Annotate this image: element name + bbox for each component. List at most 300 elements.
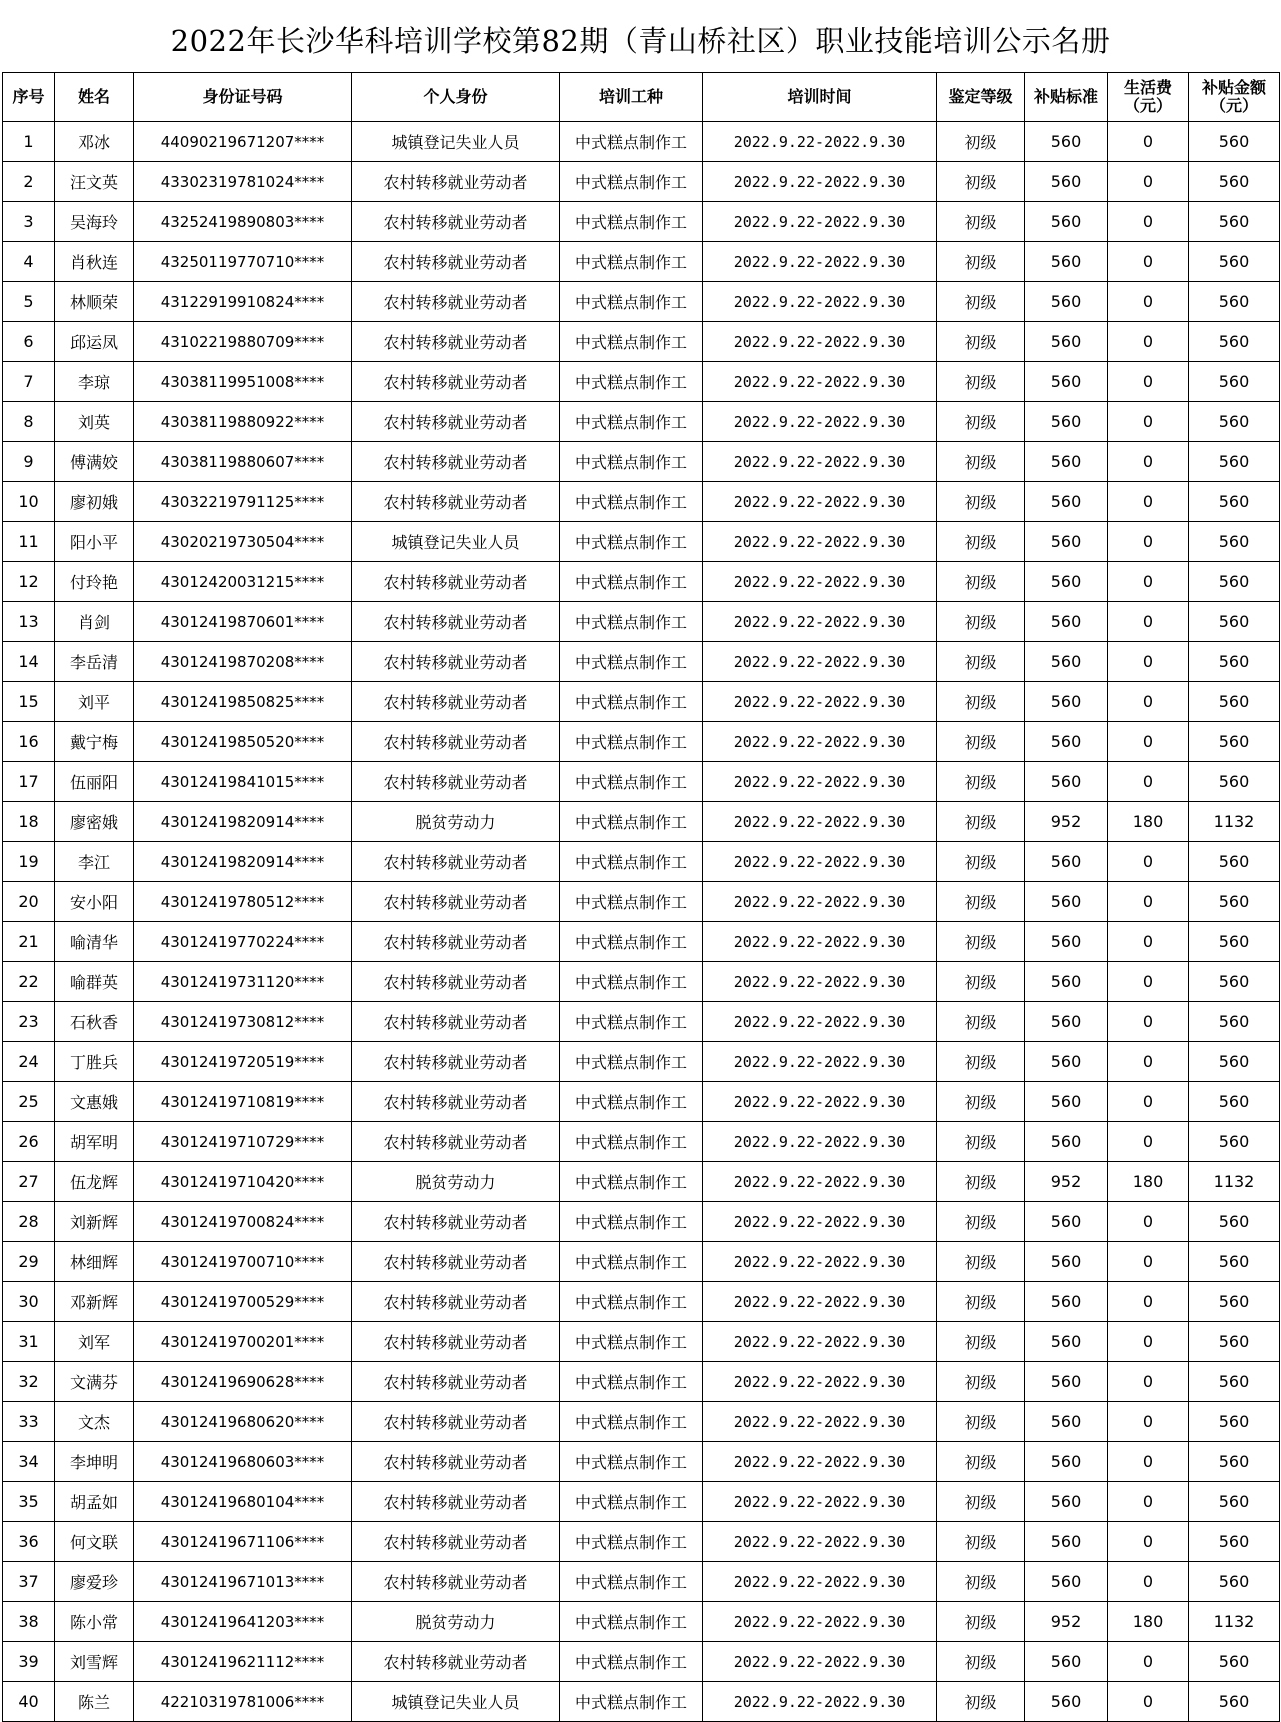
cell-id-number: 43302319781024**** <box>134 162 352 202</box>
cell-trade: 中式糕点制作工 <box>560 722 703 762</box>
cell-training-period: 2022.9.22-2022.9.30 <box>703 922 937 962</box>
table-row <box>3 1202 1280 1242</box>
cell-living-allowance: 0 <box>1108 962 1189 1002</box>
cell-id-number: 43012419710420**** <box>134 1162 352 1202</box>
roster-table <box>2 72 1280 1722</box>
cell-living-allowance: 0 <box>1108 282 1189 322</box>
cell-subsidy-standard: 560 <box>1025 1042 1108 1082</box>
cell-level: 初级 <box>937 1042 1025 1082</box>
cell-seq: 26 <box>3 1122 55 1162</box>
cell-subsidy-standard: 560 <box>1025 962 1108 1002</box>
cell-seq: 36 <box>3 1522 55 1562</box>
table-row <box>3 722 1280 762</box>
cell-training-period: 2022.9.22-2022.9.30 <box>703 1482 937 1522</box>
cell-living-allowance: 0 <box>1108 762 1189 802</box>
cell-subsidy-amount: 560 <box>1189 402 1280 442</box>
cell-subsidy-amount: 560 <box>1189 322 1280 362</box>
cell-trade: 中式糕点制作工 <box>560 442 703 482</box>
cell-trade: 中式糕点制作工 <box>560 1562 703 1602</box>
cell-living-allowance: 0 <box>1108 522 1189 562</box>
cell-seq: 1 <box>3 122 55 162</box>
table-row <box>3 1162 1280 1202</box>
cell-subsidy-standard: 560 <box>1025 562 1108 602</box>
cell-name: 李江 <box>55 842 134 882</box>
cell-seq: 34 <box>3 1442 55 1482</box>
cell-training-period: 2022.9.22-2022.9.30 <box>703 1602 937 1642</box>
cell-subsidy-standard: 560 <box>1025 1082 1108 1122</box>
cell-level: 初级 <box>937 962 1025 1002</box>
cell-subsidy-amount: 1132 <box>1189 802 1280 842</box>
cell-subsidy-standard: 560 <box>1025 1482 1108 1522</box>
cell-identity: 农村转移就业劳动者 <box>352 682 560 722</box>
cell-id-number: 43012419841015**** <box>134 762 352 802</box>
cell-subsidy-amount: 560 <box>1189 1562 1280 1602</box>
cell-living-allowance: 0 <box>1108 402 1189 442</box>
table-row <box>3 1522 1280 1562</box>
cell-subsidy-amount: 560 <box>1189 762 1280 802</box>
cell-seq: 9 <box>3 442 55 482</box>
cell-trade: 中式糕点制作工 <box>560 1682 703 1722</box>
cell-subsidy-amount: 560 <box>1189 962 1280 1002</box>
cell-training-period: 2022.9.22-2022.9.30 <box>703 722 937 762</box>
table-row <box>3 1042 1280 1082</box>
cell-name: 何文联 <box>55 1522 134 1562</box>
cell-training-period: 2022.9.22-2022.9.30 <box>703 282 937 322</box>
table-row <box>3 482 1280 522</box>
cell-name: 廖初娥 <box>55 482 134 522</box>
cell-name: 汪文英 <box>55 162 134 202</box>
cell-subsidy-amount: 560 <box>1189 1202 1280 1242</box>
cell-trade: 中式糕点制作工 <box>560 1642 703 1682</box>
cell-seq: 22 <box>3 962 55 1002</box>
cell-id-number: 43012419680104**** <box>134 1482 352 1522</box>
cell-trade: 中式糕点制作工 <box>560 842 703 882</box>
cell-subsidy-amount: 1132 <box>1189 1602 1280 1642</box>
header-seq: 序号 <box>3 73 55 122</box>
cell-training-period: 2022.9.22-2022.9.30 <box>703 362 937 402</box>
cell-id-number: 43012419621112**** <box>134 1642 352 1682</box>
header-trade: 培训工种 <box>560 73 703 122</box>
cell-id-number: 43122919910824**** <box>134 282 352 322</box>
cell-id-number: 43012419780512**** <box>134 882 352 922</box>
cell-subsidy-standard: 560 <box>1025 762 1108 802</box>
cell-subsidy-amount: 560 <box>1189 562 1280 602</box>
cell-level: 初级 <box>937 1282 1025 1322</box>
cell-living-allowance: 0 <box>1108 1202 1189 1242</box>
table-row <box>3 1682 1280 1722</box>
cell-seq: 4 <box>3 242 55 282</box>
cell-name: 林细辉 <box>55 1242 134 1282</box>
table-row <box>3 602 1280 642</box>
cell-training-period: 2022.9.22-2022.9.30 <box>703 842 937 882</box>
cell-level: 初级 <box>937 1642 1025 1682</box>
table-row <box>3 1562 1280 1602</box>
cell-id-number: 42210319781006**** <box>134 1682 352 1722</box>
cell-identity: 脱贫劳动力 <box>352 802 560 842</box>
cell-subsidy-amount: 560 <box>1189 642 1280 682</box>
cell-trade: 中式糕点制作工 <box>560 1522 703 1562</box>
cell-subsidy-amount: 560 <box>1189 1402 1280 1442</box>
cell-training-period: 2022.9.22-2022.9.30 <box>703 562 937 602</box>
cell-id-number: 43012419720519**** <box>134 1042 352 1082</box>
cell-subsidy-amount: 560 <box>1189 1042 1280 1082</box>
header-living-allowance: 生活费（元） <box>1108 73 1189 122</box>
cell-identity: 农村转移就业劳动者 <box>352 1082 560 1122</box>
table-header <box>3 73 1280 122</box>
cell-identity: 农村转移就业劳动者 <box>352 762 560 802</box>
cell-identity: 城镇登记失业人员 <box>352 522 560 562</box>
table-row <box>3 242 1280 282</box>
cell-trade: 中式糕点制作工 <box>560 522 703 562</box>
cell-level: 初级 <box>937 1322 1025 1362</box>
cell-seq: 19 <box>3 842 55 882</box>
cell-training-period: 2022.9.22-2022.9.30 <box>703 522 937 562</box>
cell-living-allowance: 0 <box>1108 1322 1189 1362</box>
cell-trade: 中式糕点制作工 <box>560 282 703 322</box>
table-row <box>3 362 1280 402</box>
cell-seq: 30 <box>3 1282 55 1322</box>
cell-trade: 中式糕点制作工 <box>560 1002 703 1042</box>
cell-living-allowance: 0 <box>1108 1042 1189 1082</box>
cell-level: 初级 <box>937 1562 1025 1602</box>
cell-subsidy-standard: 560 <box>1025 162 1108 202</box>
cell-trade: 中式糕点制作工 <box>560 402 703 442</box>
cell-subsidy-standard: 560 <box>1025 682 1108 722</box>
cell-living-allowance: 0 <box>1108 602 1189 642</box>
table-row <box>3 162 1280 202</box>
cell-seq: 15 <box>3 682 55 722</box>
cell-id-number: 43012419850825**** <box>134 682 352 722</box>
cell-training-period: 2022.9.22-2022.9.30 <box>703 602 937 642</box>
cell-subsidy-amount: 560 <box>1189 1282 1280 1322</box>
cell-seq: 39 <box>3 1642 55 1682</box>
cell-living-allowance: 0 <box>1108 1282 1189 1322</box>
cell-identity: 农村转移就业劳动者 <box>352 882 560 922</box>
cell-name: 傅满姣 <box>55 442 134 482</box>
cell-trade: 中式糕点制作工 <box>560 562 703 602</box>
cell-seq: 17 <box>3 762 55 802</box>
cell-subsidy-standard: 560 <box>1025 1562 1108 1602</box>
cell-trade: 中式糕点制作工 <box>560 1282 703 1322</box>
cell-training-period: 2022.9.22-2022.9.30 <box>703 1202 937 1242</box>
cell-name: 安小阳 <box>55 882 134 922</box>
cell-living-allowance: 0 <box>1108 722 1189 762</box>
cell-identity: 农村转移就业劳动者 <box>352 602 560 642</box>
cell-level: 初级 <box>937 1602 1025 1642</box>
cell-living-allowance: 0 <box>1108 1242 1189 1282</box>
cell-subsidy-amount: 560 <box>1189 362 1280 402</box>
cell-subsidy-standard: 560 <box>1025 1362 1108 1402</box>
cell-living-allowance: 0 <box>1108 922 1189 962</box>
cell-living-allowance: 0 <box>1108 1082 1189 1122</box>
cell-subsidy-amount: 560 <box>1189 522 1280 562</box>
document-title: 2022年长沙华科培训学校第82期（青山桥社区）职业技能培训公示名册 <box>170 24 1111 58</box>
cell-level: 初级 <box>937 1682 1025 1722</box>
cell-living-allowance: 180 <box>1108 1162 1189 1202</box>
cell-subsidy-standard: 560 <box>1025 1642 1108 1682</box>
cell-level: 初级 <box>937 1442 1025 1482</box>
cell-subsidy-amount: 560 <box>1189 1002 1280 1042</box>
cell-subsidy-standard: 952 <box>1025 1602 1108 1642</box>
cell-id-number: 43038119880922**** <box>134 402 352 442</box>
cell-subsidy-standard: 952 <box>1025 802 1108 842</box>
cell-subsidy-amount: 560 <box>1189 1362 1280 1402</box>
cell-living-allowance: 0 <box>1108 1482 1189 1522</box>
table-row <box>3 882 1280 922</box>
cell-id-number: 43012419731120**** <box>134 962 352 1002</box>
cell-id-number: 44090219671207**** <box>134 122 352 162</box>
cell-level: 初级 <box>937 1362 1025 1402</box>
cell-training-period: 2022.9.22-2022.9.30 <box>703 1282 937 1322</box>
cell-level: 初级 <box>937 1242 1025 1282</box>
table-row <box>3 1322 1280 1362</box>
cell-identity: 农村转移就业劳动者 <box>352 402 560 442</box>
cell-living-allowance: 0 <box>1108 562 1189 602</box>
cell-training-period: 2022.9.22-2022.9.30 <box>703 1002 937 1042</box>
table-row <box>3 962 1280 1002</box>
cell-living-allowance: 0 <box>1108 1442 1189 1482</box>
cell-trade: 中式糕点制作工 <box>560 1162 703 1202</box>
cell-subsidy-amount: 560 <box>1189 242 1280 282</box>
cell-seq: 23 <box>3 1002 55 1042</box>
cell-trade: 中式糕点制作工 <box>560 362 703 402</box>
cell-level: 初级 <box>937 1522 1025 1562</box>
table-row <box>3 1402 1280 1442</box>
cell-training-period: 2022.9.22-2022.9.30 <box>703 202 937 242</box>
cell-subsidy-standard: 560 <box>1025 1682 1108 1722</box>
table-row <box>3 682 1280 722</box>
cell-subsidy-amount: 560 <box>1189 1522 1280 1562</box>
cell-trade: 中式糕点制作工 <box>560 122 703 162</box>
cell-living-allowance: 0 <box>1108 1402 1189 1442</box>
cell-name: 吴海玲 <box>55 202 134 242</box>
cell-subsidy-standard: 560 <box>1025 362 1108 402</box>
cell-subsidy-amount: 560 <box>1189 482 1280 522</box>
cell-id-number: 43012419700824**** <box>134 1202 352 1242</box>
cell-trade: 中式糕点制作工 <box>560 242 703 282</box>
table-row <box>3 762 1280 802</box>
table-row <box>3 282 1280 322</box>
cell-subsidy-amount: 560 <box>1189 442 1280 482</box>
cell-trade: 中式糕点制作工 <box>560 962 703 1002</box>
cell-seq: 35 <box>3 1482 55 1522</box>
cell-training-period: 2022.9.22-2022.9.30 <box>703 162 937 202</box>
cell-seq: 24 <box>3 1042 55 1082</box>
header-identity: 个人身份 <box>352 73 560 122</box>
table-body <box>3 122 1280 1722</box>
cell-subsidy-standard: 560 <box>1025 1402 1108 1442</box>
table-row <box>3 642 1280 682</box>
cell-subsidy-standard: 560 <box>1025 1122 1108 1162</box>
cell-living-allowance: 0 <box>1108 322 1189 362</box>
cell-name: 文杰 <box>55 1402 134 1442</box>
cell-identity: 城镇登记失业人员 <box>352 122 560 162</box>
cell-id-number: 43032219791125**** <box>134 482 352 522</box>
cell-training-period: 2022.9.22-2022.9.30 <box>703 1322 937 1362</box>
cell-name: 刘军 <box>55 1322 134 1362</box>
cell-level: 初级 <box>937 522 1025 562</box>
cell-trade: 中式糕点制作工 <box>560 882 703 922</box>
cell-training-period: 2022.9.22-2022.9.30 <box>703 1562 937 1602</box>
cell-living-allowance: 0 <box>1108 842 1189 882</box>
cell-name: 阳小平 <box>55 522 134 562</box>
table-row <box>3 1442 1280 1482</box>
cell-name: 石秋香 <box>55 1002 134 1042</box>
cell-level: 初级 <box>937 1482 1025 1522</box>
cell-subsidy-amount: 560 <box>1189 1082 1280 1122</box>
cell-training-period: 2022.9.22-2022.9.30 <box>703 1362 937 1402</box>
cell-level: 初级 <box>937 162 1025 202</box>
cell-name: 邓新辉 <box>55 1282 134 1322</box>
cell-seq: 33 <box>3 1402 55 1442</box>
cell-trade: 中式糕点制作工 <box>560 922 703 962</box>
cell-id-number: 43012419820914**** <box>134 802 352 842</box>
cell-living-allowance: 0 <box>1108 242 1189 282</box>
cell-level: 初级 <box>937 482 1025 522</box>
table-row <box>3 1122 1280 1162</box>
cell-subsidy-standard: 560 <box>1025 202 1108 242</box>
cell-name: 文惠娥 <box>55 1082 134 1122</box>
cell-subsidy-standard: 560 <box>1025 522 1108 562</box>
cell-name: 肖剑 <box>55 602 134 642</box>
table-row <box>3 1482 1280 1522</box>
cell-subsidy-amount: 560 <box>1189 1642 1280 1682</box>
cell-living-allowance: 0 <box>1108 1642 1189 1682</box>
cell-subsidy-amount: 1132 <box>1189 1162 1280 1202</box>
header-name: 姓名 <box>55 73 134 122</box>
cell-level: 初级 <box>937 1402 1025 1442</box>
cell-subsidy-amount: 560 <box>1189 1682 1280 1722</box>
cell-seq: 38 <box>3 1602 55 1642</box>
cell-name: 林顺荣 <box>55 282 134 322</box>
cell-training-period: 2022.9.22-2022.9.30 <box>703 1242 937 1282</box>
cell-living-allowance: 0 <box>1108 1682 1189 1722</box>
cell-name: 刘平 <box>55 682 134 722</box>
cell-id-number: 43020219730504**** <box>134 522 352 562</box>
table-row <box>3 1082 1280 1122</box>
cell-trade: 中式糕点制作工 <box>560 1602 703 1642</box>
cell-identity: 农村转移就业劳动者 <box>352 842 560 882</box>
cell-subsidy-amount: 560 <box>1189 722 1280 762</box>
cell-training-period: 2022.9.22-2022.9.30 <box>703 122 937 162</box>
cell-subsidy-amount: 560 <box>1189 602 1280 642</box>
cell-subsidy-standard: 560 <box>1025 1282 1108 1322</box>
cell-seq: 10 <box>3 482 55 522</box>
cell-seq: 13 <box>3 602 55 642</box>
cell-subsidy-amount: 560 <box>1189 282 1280 322</box>
cell-identity: 农村转移就业劳动者 <box>352 1242 560 1282</box>
cell-seq: 3 <box>3 202 55 242</box>
cell-subsidy-standard: 560 <box>1025 1242 1108 1282</box>
table-row <box>3 1362 1280 1402</box>
cell-training-period: 2022.9.22-2022.9.30 <box>703 1402 937 1442</box>
cell-living-allowance: 0 <box>1108 362 1189 402</box>
cell-training-period: 2022.9.22-2022.9.30 <box>703 1442 937 1482</box>
table-row <box>3 402 1280 442</box>
cell-name: 喻清华 <box>55 922 134 962</box>
cell-trade: 中式糕点制作工 <box>560 602 703 642</box>
cell-id-number: 43252419890803**** <box>134 202 352 242</box>
cell-subsidy-standard: 560 <box>1025 642 1108 682</box>
cell-trade: 中式糕点制作工 <box>560 1442 703 1482</box>
cell-subsidy-amount: 560 <box>1189 162 1280 202</box>
table-row <box>3 1282 1280 1322</box>
cell-identity: 农村转移就业劳动者 <box>352 1642 560 1682</box>
table-row <box>3 1242 1280 1282</box>
cell-identity: 农村转移就业劳动者 <box>352 1362 560 1402</box>
cell-subsidy-standard: 560 <box>1025 442 1108 482</box>
cell-id-number: 43012419680603**** <box>134 1442 352 1482</box>
table-row <box>3 802 1280 842</box>
cell-seq: 16 <box>3 722 55 762</box>
cell-trade: 中式糕点制作工 <box>560 202 703 242</box>
cell-identity: 农村转移就业劳动者 <box>352 202 560 242</box>
cell-name: 丁胜兵 <box>55 1042 134 1082</box>
cell-training-period: 2022.9.22-2022.9.30 <box>703 682 937 722</box>
cell-training-period: 2022.9.22-2022.9.30 <box>703 402 937 442</box>
cell-subsidy-standard: 560 <box>1025 402 1108 442</box>
cell-id-number: 43038119951008**** <box>134 362 352 402</box>
cell-subsidy-amount: 560 <box>1189 1322 1280 1362</box>
cell-trade: 中式糕点制作工 <box>560 1042 703 1082</box>
table-row <box>3 562 1280 602</box>
cell-level: 初级 <box>937 122 1025 162</box>
cell-seq: 7 <box>3 362 55 402</box>
cell-identity: 农村转移就业劳动者 <box>352 1122 560 1162</box>
cell-seq: 37 <box>3 1562 55 1602</box>
cell-name: 肖秋连 <box>55 242 134 282</box>
cell-living-allowance: 180 <box>1108 802 1189 842</box>
cell-identity: 农村转移就业劳动者 <box>352 282 560 322</box>
cell-trade: 中式糕点制作工 <box>560 1482 703 1522</box>
cell-id-number: 43012419680620**** <box>134 1402 352 1442</box>
cell-level: 初级 <box>937 402 1025 442</box>
cell-trade: 中式糕点制作工 <box>560 1082 703 1122</box>
cell-identity: 农村转移就业劳动者 <box>352 1202 560 1242</box>
cell-subsidy-amount: 560 <box>1189 1122 1280 1162</box>
cell-name: 陈小常 <box>55 1602 134 1642</box>
cell-trade: 中式糕点制作工 <box>560 1122 703 1162</box>
cell-seq: 6 <box>3 322 55 362</box>
cell-name: 李岳清 <box>55 642 134 682</box>
cell-subsidy-standard: 560 <box>1025 1522 1108 1562</box>
cell-subsidy-standard: 560 <box>1025 1322 1108 1362</box>
cell-name: 戴宁梅 <box>55 722 134 762</box>
cell-name: 伍龙辉 <box>55 1162 134 1202</box>
cell-identity: 农村转移就业劳动者 <box>352 642 560 682</box>
header-subsidy-standard: 补贴标准 <box>1025 73 1108 122</box>
table-row <box>3 442 1280 482</box>
cell-living-allowance: 0 <box>1108 1522 1189 1562</box>
cell-living-allowance: 0 <box>1108 122 1189 162</box>
table-row <box>3 922 1280 962</box>
cell-seq: 40 <box>3 1682 55 1722</box>
cell-level: 初级 <box>937 722 1025 762</box>
cell-level: 初级 <box>937 322 1025 362</box>
cell-level: 初级 <box>937 1162 1025 1202</box>
table-row <box>3 322 1280 362</box>
table-row <box>3 1642 1280 1682</box>
cell-training-period: 2022.9.22-2022.9.30 <box>703 962 937 1002</box>
cell-identity: 农村转移就业劳动者 <box>352 1562 560 1602</box>
cell-level: 初级 <box>937 202 1025 242</box>
cell-living-allowance: 0 <box>1108 682 1189 722</box>
cell-name: 刘新辉 <box>55 1202 134 1242</box>
cell-subsidy-standard: 560 <box>1025 1442 1108 1482</box>
cell-id-number: 43012420031215**** <box>134 562 352 602</box>
cell-id-number: 43012419710729**** <box>134 1122 352 1162</box>
cell-name: 刘雪辉 <box>55 1642 134 1682</box>
